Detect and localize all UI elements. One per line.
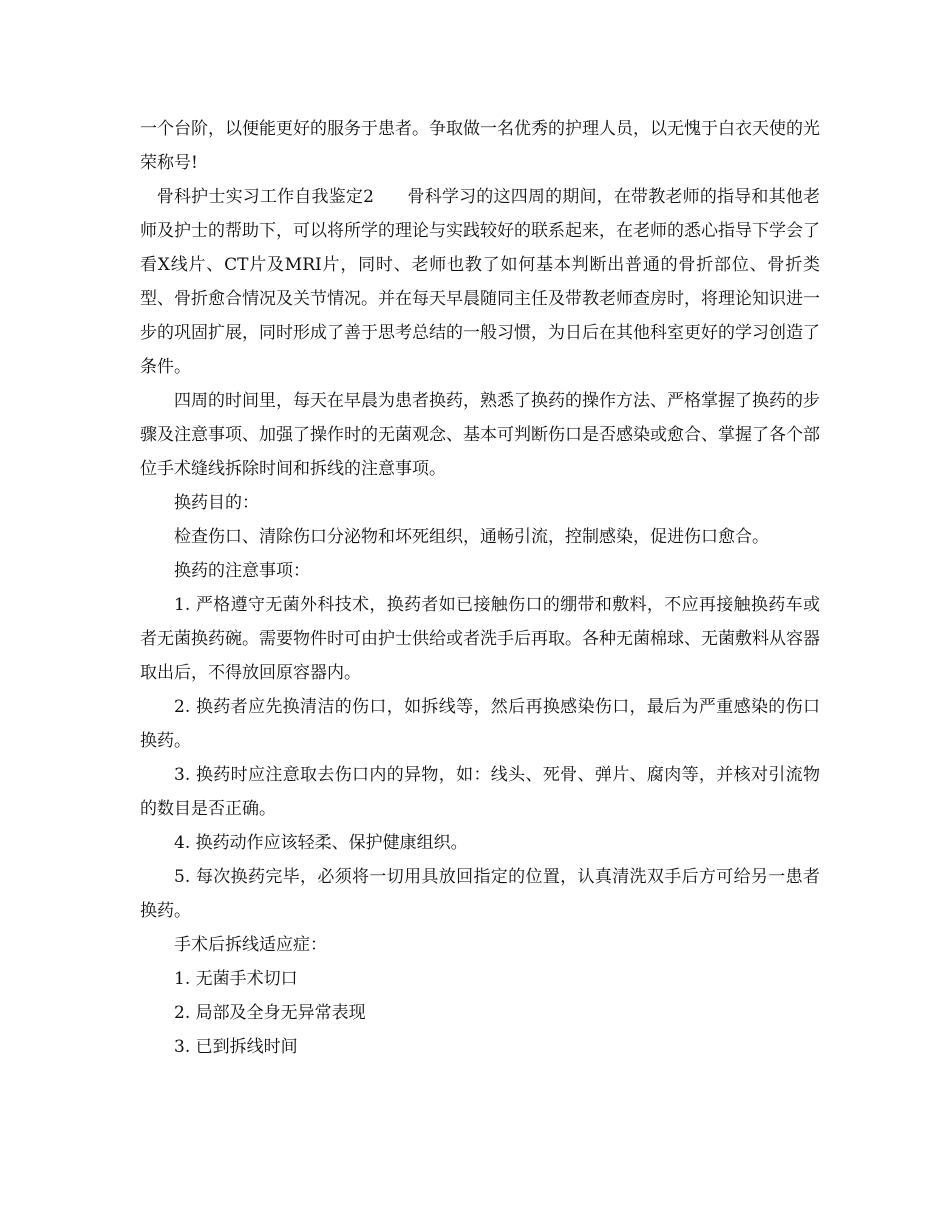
list-item: 4. 换药动作应该轻柔、保护健康组织。 (174, 833, 468, 853)
list-item: 1. 无菌手术切口 (174, 969, 298, 989)
list-item: 2. 换药者应先换清洁的伤口，如拆线等，然后再换感染伤口，最后为严重感染的伤口换药。 (140, 697, 820, 751)
paragraph-section-heading: 骨科护士实习工作自我鉴定2 骨科学习的这四周的期间，在带教老师的指导和其他老师及护士的帮助下，可以将所学的理论与实践较好的联系起来，在老师的悉心指导下学会了看X线片、CT片及MRI片，同时、老师也教了如何基本判断出普通的骨折部位、骨折类型、骨折愈合情况及关节情况。并在每天早晨随同主任及带教老师查房时，将理论知识进一步的巩固扩展，同时形成了善于思考总结的一般习惯，为日后在其他科室更好的学习创造了条件。 (140, 187, 820, 377)
list-item: 2. 局部及全身无异常表现 (174, 1003, 366, 1023)
paragraph: 一个台阶，以便能更好的服务于患者。争取做一名优秀的护理人员，以无愧于白衣天使的光荣称号! (140, 119, 820, 173)
list-item: 5. 每次换药完毕，必须将一切用具放回指定的位置，认真清洗双手后方可给另一患者换药。 (140, 867, 820, 921)
document-body (140, 112, 820, 1064)
list-item: 3. 换药时应注意取去伤口内的异物，如：线头、死骨、弹片、腐肉等，并核对引流物的数目是否正确。 (140, 765, 820, 819)
paragraph: 检查伤口、清除伤口分泌物和坏死组织，通畅引流，控制感染，促进伤口愈合。 (174, 527, 769, 547)
list-item: 3. 已到拆线时间 (174, 1037, 298, 1057)
heading-dressing-purpose: 换药目的： (174, 493, 259, 513)
list-item: 1. 严格遵守无菌外科技术，换药者如已接触伤口的绷带和敷料，不应再接触换药车或者无菌换药碗。需要物件时可由护士供给或者洗手后再取。各种无菌棉球、无菌敷料从容器取出后，不得放回原容器内。 (140, 595, 820, 683)
heading-dressing-precautions: 换药的注意事项： (174, 561, 310, 581)
paragraph: 四周的时间里，每天在早晨为患者换药，熟悉了换药的操作方法、严格掌握了换药的步骤及注意事项、加强了操作时的无菌观念、基本可判断伤口是否感染或愈合、掌握了各个部位手术缝线拆除时间和拆线的注意事项。 (140, 391, 820, 479)
heading-suture-removal-indications: 手术后拆线适应症： (174, 935, 327, 955)
